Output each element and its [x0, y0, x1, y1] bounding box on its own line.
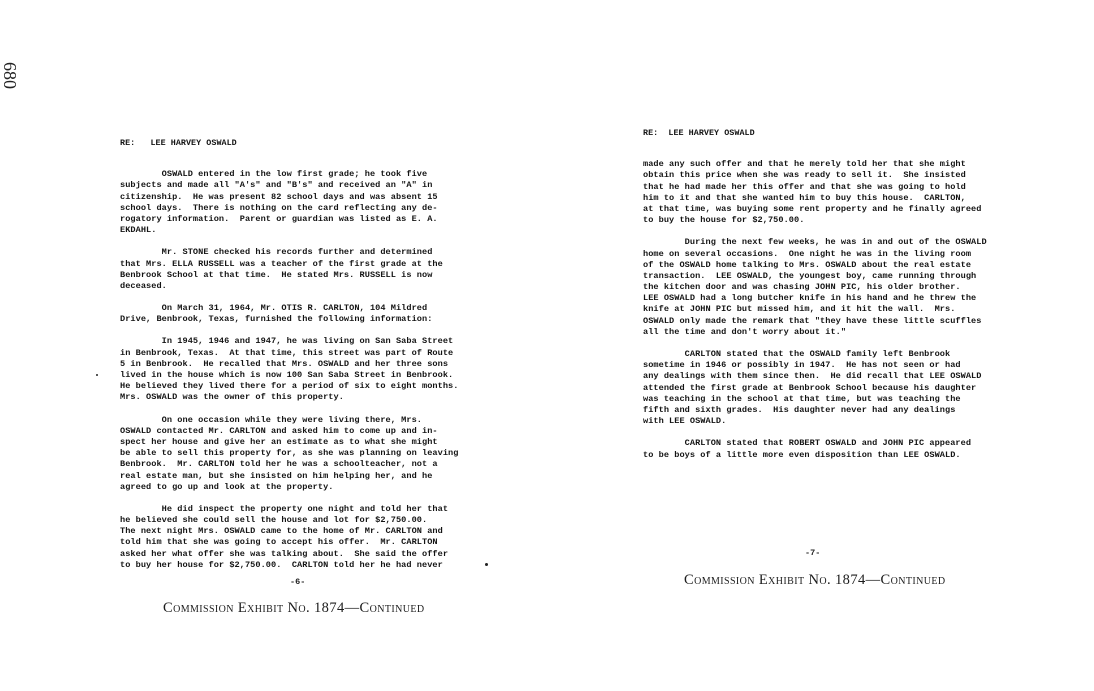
left-footer-page-number: -6- — [290, 577, 306, 587]
text-line: attended the first grade at Benbrook School because his daughter — [643, 382, 977, 393]
left-paragraph-6 — [120, 504, 520, 571]
text-line: told him that she was going to accept his offer. Mr. CARLTON — [120, 537, 438, 548]
text-line: He did inspect the property one night and told her that — [120, 503, 449, 514]
text-line: Mr. STONE checked his records further and determined — [120, 247, 433, 258]
text-line: On March 31, 1964, Mr. OTIS R. CARLTON, 104 Mildred — [120, 303, 428, 314]
text-line: citizenship. He was present 82 school days and was absent 15 — [120, 191, 438, 202]
text-line: Benbrook School at that time. He stated Mrs. RUSSELL is now — [120, 269, 433, 280]
text-line: to buy her house for $2,750.00. CARLTON told her he had never — [120, 559, 443, 570]
left-paragraph-2 — [120, 247, 520, 292]
text-line: rogatory information. Parent or guardian was listed as E. A. — [120, 213, 438, 224]
text-line: OSWALD only made the remark that "they have these little scuffles — [643, 315, 982, 326]
text-line: OSWALD contacted Mr. CARLTON and asked him to come up and in- — [120, 425, 438, 436]
right-paragraph-1 — [643, 159, 1043, 226]
text-line: to buy the house for $2,750.00. — [643, 215, 805, 226]
text-line: fifth and sixth grades. His daughter never had any dealings — [643, 404, 956, 415]
text-line: made any such offer and that he merely told her that she might — [643, 159, 966, 170]
text-line: at that time, was buying some rent property and he finally agreed — [643, 203, 982, 214]
text-line: EKDAHL. — [120, 225, 157, 236]
left-page-body — [120, 138, 520, 582]
text-line: that he had made her this offer and that she was going to hold — [643, 181, 966, 192]
left-exhibit-caption: Commission Exhibit No. 1874—Continued — [163, 600, 425, 616]
right-exhibit-caption: Commission Exhibit No. 1874—Continued — [684, 572, 946, 588]
right-footer-page-number: -7- — [805, 548, 821, 558]
text-line: Benbrook. Mr. CARLTON told her he was a schoolteacher, not a — [120, 459, 438, 470]
left-paragraph-1 — [120, 169, 520, 236]
text-line: subjects and made all "A's" and "B's" and received an "A" in — [120, 180, 433, 191]
stray-mark — [485, 563, 488, 566]
text-line: to be boys of a little more even disposition than LEE OSWALD. — [643, 449, 961, 460]
text-line: During the next few weeks, he was in and out of the OSWALD — [643, 237, 987, 248]
text-line: school days. There is nothing on the card reflecting any de- — [120, 202, 438, 213]
text-line: in Benbrook, Texas. At that time, this street was part of Route — [120, 347, 454, 358]
page-number: 680 — [0, 62, 20, 89]
text-line: asked her what offer she was talking about. She said the offer — [120, 548, 449, 559]
text-line: On one occasion while they were living there, Mrs. — [120, 414, 423, 425]
text-line: him to it and that she wanted him to buy this house. CARLTON, — [643, 192, 966, 203]
text-line: sometime in 1946 or possibly in 1947. He has not seen or had — [643, 360, 961, 371]
text-line: He believed they lived there for a period of six to eight months. — [120, 381, 459, 392]
text-line: CARLTON stated that the OSWALD family left Benbrook — [643, 349, 951, 360]
right-paragraph-2 — [643, 237, 1043, 338]
stray-mark — [96, 374, 98, 376]
text-line: obtain this price when she was ready to sell it. She insisted — [643, 170, 966, 181]
text-line: Mrs. OSWALD was the owner of this property. — [120, 392, 344, 403]
text-line: the kitchen door and was chasing JOHN PIC, his older brother. — [643, 282, 961, 293]
right-paragraph-4 — [643, 438, 1043, 460]
text-line: any dealings with them since then. He did recall that LEE OSWALD — [643, 371, 982, 382]
text-line: LEE OSWALD had a long butcher knife in his hand and he threw the — [643, 293, 977, 304]
text-line: spect her house and give her an estimate as to what she might — [120, 436, 438, 447]
text-line: was teaching in the school at that time, but was teaching the — [643, 393, 961, 404]
text-line: deceased. — [120, 280, 167, 291]
text-line: that Mrs. ELLA RUSSELL was a teacher of the first grade at the — [120, 258, 443, 269]
left-paragraph-3 — [120, 303, 520, 325]
text-line: of the OSWALD home talking to Mrs. OSWALD about the real estate — [643, 259, 972, 270]
text-line: home on several occasions. One night he was in the living room — [643, 248, 972, 259]
text-line: lived in the house which is now 100 San Saba Street in Benbrook. — [120, 370, 454, 381]
text-line: In 1945, 1946 and 1947, he was living on San Saba Street — [120, 336, 454, 347]
left-paragraph-4 — [120, 336, 520, 403]
text-line: with LEE OSWALD. — [643, 416, 727, 427]
text-line: CARLTON stated that ROBERT OSWALD and JOHN PIC appeared — [643, 438, 972, 449]
text-line: OSWALD entered in the low first grade; he took five — [120, 169, 428, 180]
text-line: Drive, Benbrook, Texas, furnished the following information: — [120, 314, 433, 325]
right-page-body — [643, 128, 1043, 472]
text-line: 5 in Benbrook. He recalled that Mrs. OSWALD and her three sons — [120, 358, 449, 369]
right-re-line: RE: LEE HARVEY OSWALD — [643, 128, 755, 138]
text-line: transaction. LEE OSWALD, the youngest boy, came running through — [643, 270, 977, 281]
text-line: real estate man, but she insisted on him helping her, and he — [120, 470, 433, 481]
text-line: be able to sell this property for, as she was planning on leaving — [120, 448, 459, 459]
left-re-line: RE: LEE HARVEY OSWALD — [120, 138, 237, 148]
text-line: all the time and don't worry about it." — [643, 326, 847, 337]
right-paragraph-3 — [643, 349, 1043, 427]
left-paragraph-5 — [120, 415, 520, 493]
text-line: agreed to go up and look at the property. — [120, 481, 334, 492]
text-line: he believed she could sell the house and lot for $2,750.00. — [120, 515, 428, 526]
text-line: The next night Mrs. OSWALD came to the home of Mr. CARLTON and — [120, 526, 443, 537]
text-line: knife at JOHN PIC but missed him, and it hit the wall. Mrs. — [643, 304, 956, 315]
